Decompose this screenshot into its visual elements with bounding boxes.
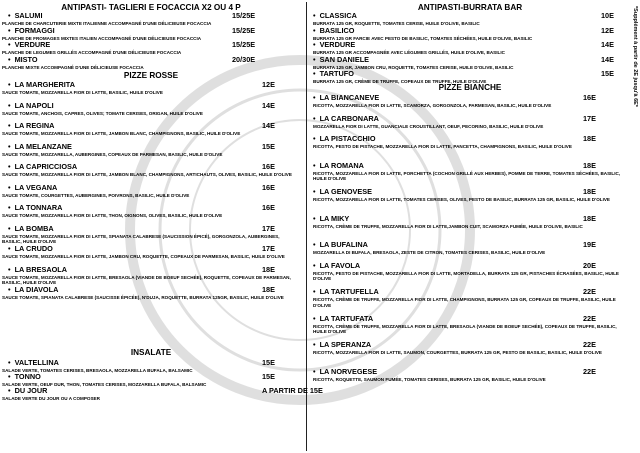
menu-item-name: • LA BIANCANEVE — [313, 94, 379, 102]
menu-item-price: 12E — [601, 25, 614, 35]
menu-item-price: 16E — [583, 93, 596, 102]
menu-item-description: SAUCE TOMATE, MOZZARELLA FIOR DI LATTE, THON, OIGNONS, OLIVES, BASILIC, HUILE D'OLIVE — [2, 213, 223, 218]
menu-item-description: SAUCE TOMATE, COURGETTES, AUBERGINES, POIVRONS, BASILIC, HUILE D'OLIVE — [2, 192, 190, 198]
pizze-rosse-header: PIZZE ROSSE — [123, 71, 179, 80]
menu-item-price: 14E — [601, 40, 614, 49]
menu-item-name: • VERDURE — [8, 41, 50, 49]
menu-item-description: RICOTTA, PESTO DE PISTACHE, MOZZARELLA FIOR DI LATTE, PANCETTA, CHAMPIGNONS, BASILIC, HUILE D'OLIVE — [313, 144, 572, 149]
menu-item-name: • SAN DANIELE — [313, 56, 369, 64]
menu-item-description: SALADE VERTE, OEUF DUR, THON, TOMATES CERISES, MOZZARELLA BUFALA, BALSAMIC — [2, 382, 207, 387]
menu-item-name: • LA CARBONARA — [313, 115, 379, 123]
menu-item-name: • LA GENOVESE — [313, 188, 372, 196]
menu-item-name: • LA CAPRICCIOSA — [8, 163, 77, 171]
menu-item-price: 22E — [583, 366, 596, 376]
menu-item-price: A PARTIR DE 15E — [262, 386, 323, 395]
menu-item-price: 15E — [601, 69, 614, 78]
menu-item-price: 10E — [601, 11, 614, 20]
menu-item-name: • CLASSICA — [313, 12, 357, 20]
menu-item-description: BURRATA 125 GR, JAMBON CRU, ROQUETTE, TOMATES CERISE, HUILE D'OLIVE, BASILIC — [313, 64, 514, 70]
antipasti-burrata-bar-header: ANTIPASTI-BURRATA BAR — [417, 3, 523, 12]
menu-item-description: RICOTTA, PESTO DE PISTACHE, MOZZARELLA FIOR DI LATTE, MORTADELLA, BURRATA 125 GR, PISTACHES ÉCRASÉES, BASILIC, HUILE D'OLIVE — [313, 270, 620, 282]
menu-item-price: 20E — [583, 260, 596, 270]
menu-item-price: 16E — [262, 203, 275, 212]
menu-item-description: SAUCE TOMATE, MOZZARELLA FIOR DI LATTE, BASILIC, HUILE D'OLIVE — [2, 90, 163, 95]
menu-item-description: SAUCE TOMATE, MOZZARELLA, AUBERGINES, COPEAUX DE PARMESAN, BASILIC, HUILE D'OLIVE — [2, 151, 223, 157]
menu-item-description: BURRATA 125 GR, CRÈME DE TRUFFE, COPEAUX DE TRUFFE, HUILE D'OLIVE — [313, 79, 487, 84]
column-divider — [306, 2, 307, 451]
menu-item-name: • LA NORVEGESE — [313, 368, 377, 376]
menu-item-description: SAUCE TOMATE, MOZZARELLA FIOR DI LATTE, BRESAOLA (VIANDE DE BOEUF SECHÉE), ROQUETTE, COPEAUX DE PARMESAN, BASILIC, HUILE D'OLIVE — [2, 274, 291, 286]
menu-item-price: 15E — [262, 141, 275, 151]
menu-item-name: • LA TONNARA — [8, 204, 62, 212]
menu-item-name: • LA ROMANA — [313, 162, 364, 170]
menu-item-description: BURRATA 125 GR FARCIE AVEC PESTO DE BASILIC, TOMATES SÉCHÉES, HUILE D'OLIVE, BASILIC — [313, 35, 533, 41]
menu-item-description: RICOTTA, MOZZARELLA FIOR DI LATTE, SAUMON, COURGETTES, BURRATA 125 GR, PESTO DE BASILIC, BASILIC, HUILE D'OLIVE — [313, 350, 602, 355]
menu-item-name: • DU JOUR — [8, 387, 47, 395]
menu-item-description: RICOTTA, CRÈME DE TRUFFE, MOZZARELLA FIOR DI LATTE,JAMBON CUIT, SCAMORZA FUMÉE, HUILE D'OLIVE, BASILIC — [313, 223, 583, 229]
menu-item-description: PLANCHE DE CHARCUTERIE MIXTE ITALIENNE ACCOMPAGNÉ D'UNE DÉLICIEUSE FOCACCIA — [2, 21, 212, 26]
menu-item-price: 22E — [583, 287, 596, 296]
menu-item-description: SAUCE TOMATE, MOZZARELLA FIOR DI LATTE, SPIANATA CALABRESE (SAUCISSION ÉPICÉ), GORGONZOLA, AUBERGINES, BASILIC, HUILE D'OLIVE — [2, 233, 280, 245]
menu-item-price: 15E — [262, 372, 275, 381]
menu-item-description: RICOTTA, MOZZARELLA FIOR DI LATTE, SCAMORZA, GORGONZOLA, PARMESAN, BASILIC, HUILE D'OLIVE — [313, 103, 552, 108]
menu-item-name: • LA MIKY — [313, 215, 349, 223]
menu-item-description: RICOTTA, CRÈME DE TRUFFE, MOZZARELLA FIOR DI LATTE, CHAMPIGNONS, BURRATA 125 GR, COPEAUX DE TRUFFE, BASILIC, HUILE D'OLIVE — [313, 297, 616, 308]
menu-item-description: MOZZARELLA DI BUFALA, BRESAOLA, ZESTE DE CITRON, TOMATES CERISES, BASILIC, HUILE D'OLIVE — [313, 250, 546, 255]
menu-item-description: MOZZARELLA FIOR DI LATTE, GUANCIALE CROUSTILLANT, OEUF, PECORINO, BASILIC, HUILE D'OLIVE — [313, 123, 544, 129]
menu-item-description: RICOTTA, MOZZARELLA FIOR DI LATTE, TOMATES CERISES, OLIVES, PESTO DE BASILIC, BURRATA 125 GR, BASILIC, HUILE D'OLIVE — [313, 197, 610, 202]
menu-item-name: • LA FAVOLA — [313, 262, 360, 270]
menu-item-name: • LA MARGHERITA — [8, 81, 75, 89]
menu-item-price: 14E — [262, 100, 275, 110]
menu-item-price: 22E — [583, 313, 596, 323]
menu-item-price: 12E — [262, 80, 275, 89]
menu-item-price: 20/30E — [232, 54, 256, 64]
menu-item-name: • LA BOMBA — [8, 225, 54, 233]
menu-item-name: • LA BRESAOLA — [8, 266, 67, 274]
menu-item-name: • LA VEGANA — [8, 184, 57, 192]
menu-item-price: 18E — [583, 213, 596, 223]
menu-item-description: SALADE VERTE, TOMATES CERISES, BRESAOLA, MOZZARELLA BUFALA, BALSAMIC — [2, 368, 193, 373]
menu-item-price: 16E — [262, 182, 275, 192]
menu-item-description: SAUCE TOMATE, SPIANATA CALABRESE (SAUCISSE ÉPICÉE), N'DUJA, ROQUETTE, BURRATA 125GR, BASILIC, HUILE D'OLIVE — [2, 295, 284, 300]
supplement-side-note: *Supplément à partir de 2E jusqu'à 6E* — [632, 6, 638, 107]
menu-item-description: SAUCE TOMATE, MOZZARELLA FIOR DI LATTE, JAMBON BLANC, CHAMPIGNONS, ARTICHAUTS, OLIVES, BASILIC, HUILE D'OLIVE — [2, 172, 292, 177]
antipasti-taglieri-header: ANTIPASTI- TAGLIERI E FOCACCIA X2 OU 4 P — [61, 3, 241, 12]
menu-item-name: • VALTELLINA — [8, 359, 59, 367]
menu-item-name: • LA SPERANZA — [313, 341, 371, 349]
menu-item-description: SAUCE TOMATE, MOZZARELLA FIOR DI LATTE, JAMBON CRU, ROQUETTE, COPEAUX DE PARMESAN, BASILIC, HUILE D'OLIVE — [2, 254, 285, 259]
menu-item-description: RICOTTA, ROQUETTE, SAUMON FUMÉE, TOMATES CERISES, BURRATA 125 GR, BASILIC, HUILE D'OLIVE — [313, 376, 546, 382]
menu-item-description: PLANCHE DE LEGUMES GRILLÉS ACCOMPAGNÉ D'UNE DÉLICIEUSE FOCACCIA — [2, 50, 182, 55]
menu-item-description: BURRATA 125 GR, ROQUETTE, TOMATES CERISE, HUILE D'OLIVE, BASILIC — [313, 21, 480, 26]
menu-item-price: 18E — [583, 187, 596, 196]
menu-item-price: 18E — [583, 160, 596, 170]
menu-item-price: 18E — [583, 134, 596, 143]
menu-item-description: PLANCHE MIXTE ACCOMPAGNÉ D'UNE DÉLICIEUSE FOCACCIA — [2, 64, 144, 70]
menu-item-name: • SALUMI — [8, 12, 43, 20]
menu-item-description: RICOTTA, MOZZARELLA FIOR DI LATTE, PORCHETTA (COCHON GRILLÉ AUX HERBES), POMME DE TERRE, TOMATES SÉCHÉES, BASILIC, HUILE D'OLIVE — [313, 170, 621, 182]
menu-item-name: • BASILICO — [313, 27, 354, 35]
menu-item-description: BURRATA 125 GR ACCOMPAGNÉE AVEC LÉGUMES GRILLÉS, HUILE D'OLIVE, BASILIC — [313, 50, 505, 55]
menu-item-name: • LA TARTUFATA — [313, 315, 373, 323]
menu-item-name: • LA CRUDO — [8, 245, 53, 253]
menu-item-name: • LA BUFALINA — [313, 241, 368, 249]
pizze-bianche-header: PIZZE BIANCHE — [438, 83, 502, 92]
menu-item-name: • TARTUFO — [313, 70, 354, 78]
menu-item-description: SAUCE TOMATE, MOZZARELLA FIOR DI LATTE, JAMBON BLANC, CHAMPIGNONS, BASILIC, HUILE D'OLIVE — [2, 131, 241, 136]
menu-item-price: 17E — [262, 244, 275, 253]
menu-item-price: 18E — [262, 285, 275, 294]
menu-item-name: • LA REGINA — [8, 122, 54, 130]
menu-item-price: 19E — [583, 240, 596, 249]
menu-item-name: • MISTO — [8, 56, 38, 64]
menu-item-name: • LA MELANZANE — [8, 143, 72, 151]
right-column — [311, 0, 629, 453]
menu-item-name: • LA NAPOLI — [8, 102, 54, 110]
menu-item-price: 15/25E — [232, 25, 256, 35]
menu-item-price: 14E — [601, 54, 614, 64]
menu-item-description: RICOTTA, CRÈME DE TRUFFE, MOZZARELLA FIOR DI LATTE, BRESAOLA (VIANDE DE BOEUF SECHÉE), COPEAUX DE TRUFFE, BASILIC, HUILE D'OLIVE — [313, 323, 617, 335]
menu-item-price: 15/25E — [232, 11, 256, 20]
menu-item-name: • VERDURE — [313, 41, 355, 49]
menu-item-price: 15E — [262, 358, 275, 367]
menu-item-description: SAUCE TOMATE, ANCHOIS, CAPRES, OLIVES; TOMATE CERISES, ORIGAN, HUILE D'OLIVE — [2, 110, 203, 116]
menu-item-price: 17E — [583, 113, 596, 123]
menu-item-name: • TONNO — [8, 373, 41, 381]
menu-item-price: 17E — [262, 223, 275, 233]
menu-item-price: 22E — [583, 340, 596, 349]
menu-item-description: SALADE VERTE DU JOUR OU A COMPOSER — [2, 396, 100, 401]
menu-item-price: 18E — [262, 264, 275, 274]
menu-item-price: 16E — [262, 162, 275, 171]
menu-item-name: • LA TARTUFELLA — [313, 288, 379, 296]
menu-item-price: 14E — [262, 121, 275, 130]
menu-item-price: 15/25E — [232, 40, 256, 49]
menu-item-name: • LA DIAVOLA — [8, 286, 58, 294]
menu-item-name: • LA PISTACCHIO — [313, 135, 376, 143]
menu-item-name: • FORMAGGI — [8, 27, 55, 35]
insalate-header: INSALATE — [130, 348, 172, 357]
menu-item-description: PLANCHE DE FROMAGES MIXTES ITALIEN ACCOMPAGNÉ D'UNE DÉLICIEUSE FOCACCIA — [2, 35, 202, 41]
